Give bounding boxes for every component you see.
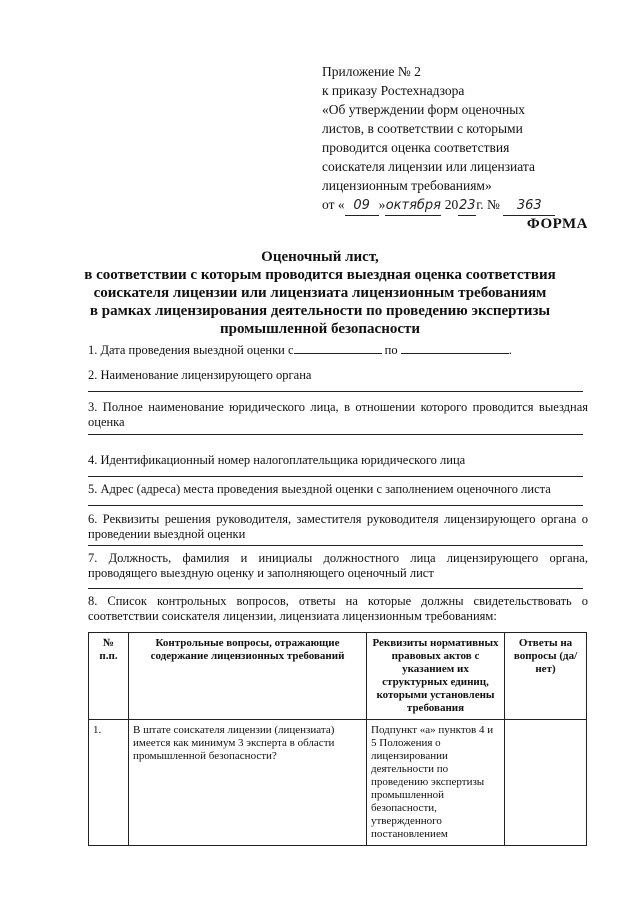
appendix-line: «Об утверждении форм оценочных <box>322 102 526 117</box>
field-6-label: 6. Реквизиты решения руководителя, заместителя руководителя лицензирующего органа о проведении выездной оценки <box>88 512 588 541</box>
order-month: октября <box>385 196 441 216</box>
field-5-blank[interactable] <box>88 505 583 506</box>
field-2-blank[interactable] <box>88 391 583 392</box>
field-2-label: 2. Наименование лицензирующего органа <box>88 368 312 382</box>
title-line: соискателя лицензии или лицензиата лицензионным требованиям <box>93 285 547 301</box>
col-answer-header: Ответы на вопросы (да/нет) <box>505 633 587 720</box>
form-label: ФОРМА <box>526 216 588 232</box>
row-question: В штате соискателя лицензии (лицензиата) имеется как минимум 3 эксперта в области промышленной безопасности? <box>129 720 367 846</box>
table-header-row <box>89 633 587 720</box>
appendix-line: к приказу Ростехнадзора <box>322 83 465 98</box>
document-title <box>60 248 580 338</box>
field-4-label: 4. Идентификационный номер налогоплательщика юридического лица <box>88 453 466 467</box>
appendix-line: Приложение № 2 <box>322 64 421 79</box>
field-3-blank[interactable] <box>88 434 583 435</box>
order-date-line <box>322 195 612 216</box>
title-line: в рамках лицензирования деятельности по проведению экспертизы <box>89 303 551 319</box>
field-1-end: . <box>508 343 512 357</box>
row-requisites: Подпункт «а» пунктов 4 и 5 Положения о лицензировании деятельности по проведению экспертизы промышленной безопасности, утвержденного постановлением <box>367 720 505 846</box>
field-8-label: 8. Список контрольных вопросов, ответы на которые должны свидетельствовать о соответствии соискателя лицензии, лицензиата лицензионным требованиям: <box>88 594 588 623</box>
table-row <box>89 720 587 846</box>
col-question-header: Контрольные вопросы, отражающие содержание лицензионных требований <box>129 633 367 720</box>
row-answer-cell[interactable] <box>505 720 587 846</box>
col-number-header: № п.п. <box>89 633 129 720</box>
col-requisites-header: Реквизиты нормативных правовых актов с указанием их структурных единиц, которыми установлены требования <box>367 633 505 720</box>
title-line: в соответствии с которым проводится выездная оценка соответствия <box>84 267 556 283</box>
appendix-block <box>322 62 612 216</box>
field-7-label: 7. Должность, фамилия и инициалы должностного лица лицензирующего органа, проводящего выездную оценку и заполняющего оценочный лист <box>88 551 588 580</box>
field-7-blank[interactable] <box>88 588 583 589</box>
field-5-label: 5. Адрес (адреса) места проведения выездной оценки с заполнением оценочного листа <box>88 482 551 496</box>
date-prefix: от « <box>322 197 345 212</box>
field-4-blank[interactable] <box>88 476 583 477</box>
field-1-date <box>88 343 588 358</box>
appendix-line: лицензионным требованиям» <box>322 178 492 193</box>
field-1-prefix: 1. Дата проведения выездной оценки с <box>88 343 294 357</box>
order-day: 09 <box>345 196 379 216</box>
order-number: 363 <box>503 196 555 216</box>
order-year: 23 <box>458 196 476 216</box>
date-from-blank[interactable] <box>294 353 382 354</box>
appendix-line: проводится оценка соответствия <box>322 140 510 155</box>
date-to-blank[interactable] <box>401 353 509 354</box>
date-mid: » <box>378 197 386 212</box>
field-1-mid: по <box>384 343 398 357</box>
row-number: 1. <box>89 720 129 846</box>
title-line: Оценочный лист, <box>261 249 379 265</box>
appendix-line: листов, в соответствии с которыми <box>322 121 523 136</box>
year-prefix: 20 <box>444 197 459 212</box>
field-3-label: 3. Полное наименование юридического лица, в отношении которого проводится выездная оценка <box>88 400 588 429</box>
appendix-line: соискателя лицензии или лицензиата <box>322 159 535 174</box>
year-suffix: г. № <box>476 197 500 212</box>
title-line: промышленной безопасности <box>219 321 421 337</box>
field-6-blank[interactable] <box>88 545 583 546</box>
checklist-table <box>88 632 587 846</box>
